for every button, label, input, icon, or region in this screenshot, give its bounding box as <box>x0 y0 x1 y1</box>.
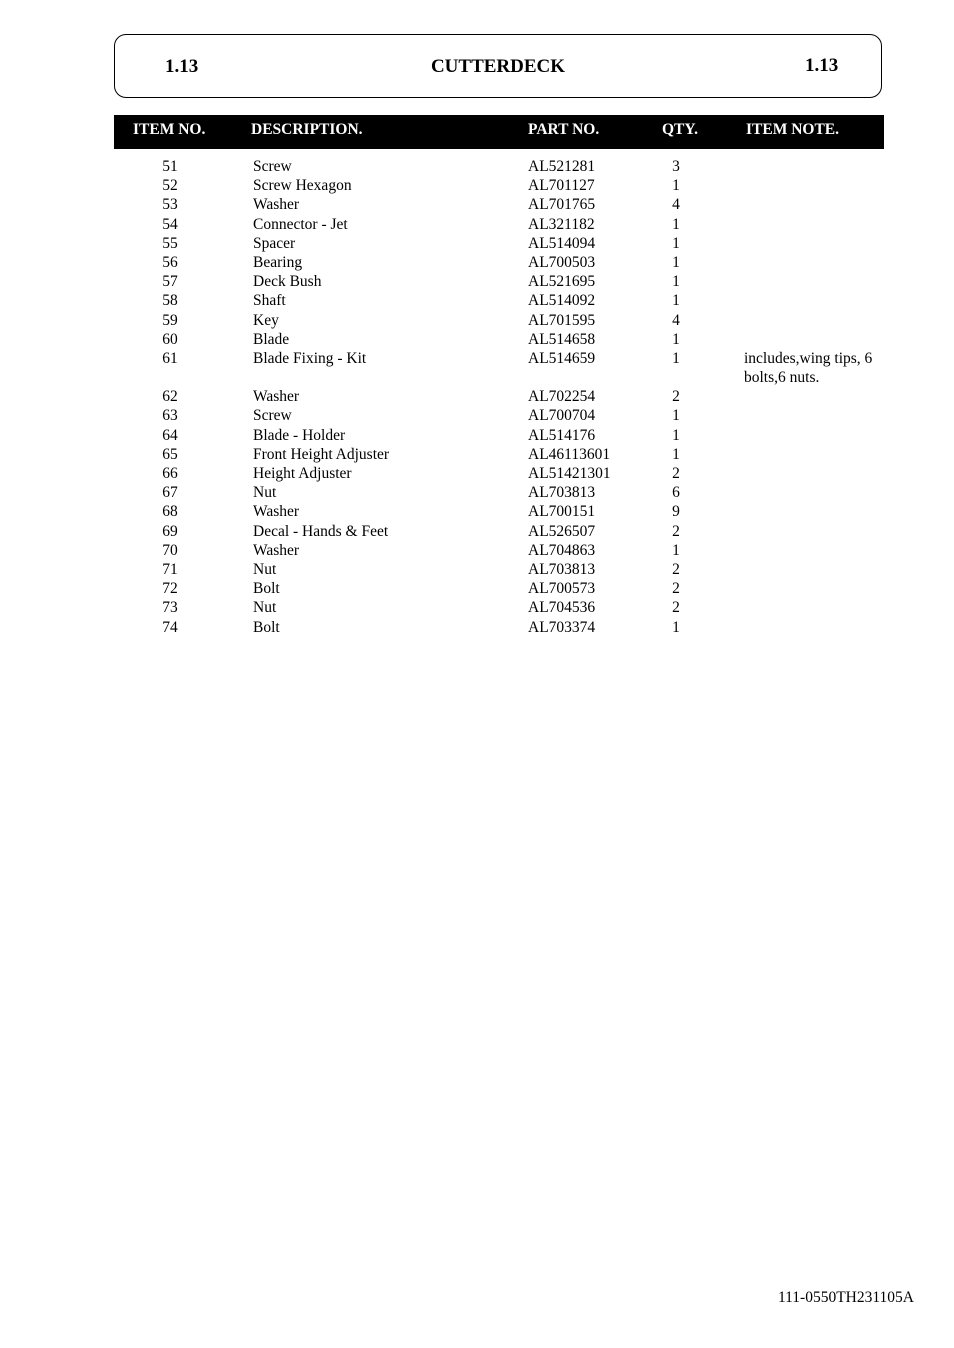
cell-qty: 1 <box>672 426 680 444</box>
cell-description: Washer <box>253 541 300 559</box>
cell-description: Height Adjuster <box>253 465 352 483</box>
cell-qty: 1 <box>672 330 680 348</box>
cell-part-no: AL703374 <box>528 618 596 636</box>
table-row <box>0 253 954 272</box>
parts-table-body <box>0 157 954 637</box>
cell-qty: 1 <box>672 253 680 271</box>
cell-part-no: AL521281 <box>528 158 596 175</box>
table-row <box>0 522 954 541</box>
cell-part-no: AL703813 <box>528 560 596 578</box>
table-row <box>0 541 954 560</box>
cell-item-no: 54 <box>162 215 178 233</box>
cell-qty: 4 <box>672 196 680 214</box>
cell-part-no: AL514658 <box>528 330 596 348</box>
cell-part-no: AL521695 <box>528 273 596 291</box>
column-header-qty: QTY. <box>662 121 699 138</box>
cell-part-no: AL700704 <box>528 407 596 425</box>
cell-part-no: AL704536 <box>528 599 596 617</box>
cell-description: Nut <box>253 599 277 617</box>
cell-item-no: 66 <box>162 465 178 483</box>
cell-description: Washer <box>253 388 300 406</box>
cell-item-no: 53 <box>162 196 178 214</box>
cell-part-no: AL51421301 <box>528 465 611 483</box>
cell-item-no: 61 <box>162 349 178 367</box>
cell-description: Nut <box>253 560 277 578</box>
cell-part-no: AL321182 <box>528 215 595 233</box>
column-header-description: DESCRIPTION. <box>251 121 363 138</box>
cell-item-no: 59 <box>162 311 178 329</box>
table-row <box>0 330 954 349</box>
table-row <box>0 464 954 483</box>
table-row <box>0 291 954 310</box>
table-row <box>0 579 954 598</box>
table-row <box>0 349 954 387</box>
cell-description: Screw Hexagon <box>253 177 352 195</box>
cell-description: Washer <box>253 503 300 521</box>
cell-description: Front Height Adjuster <box>253 445 390 463</box>
cell-part-no: AL514176 <box>528 426 596 444</box>
table-row <box>0 157 954 176</box>
cell-part-no: AL700151 <box>528 503 596 521</box>
table-row <box>0 234 954 253</box>
cell-item-no: 52 <box>162 177 178 195</box>
cell-part-no: AL514659 <box>528 349 596 367</box>
cell-description: Deck Bush <box>253 273 322 291</box>
cell-qty: 6 <box>672 484 680 502</box>
cell-description: Bolt <box>253 618 280 636</box>
cell-description: Blade - Holder <box>253 426 346 444</box>
cell-part-no: AL701595 <box>528 311 596 329</box>
table-row <box>0 598 954 617</box>
table-row <box>0 483 954 502</box>
cell-qty: 1 <box>672 177 680 195</box>
cell-part-no: AL701127 <box>528 177 595 195</box>
cell-item-no: 68 <box>162 503 178 521</box>
table-row <box>0 215 954 234</box>
cell-item-no: 69 <box>162 522 178 540</box>
table-row <box>0 560 954 579</box>
cell-description: Bearing <box>253 253 303 271</box>
cell-part-no: AL703813 <box>528 484 596 502</box>
table-header <box>114 115 884 149</box>
cell-item-no: 65 <box>162 445 178 463</box>
cell-description: Key <box>253 311 279 329</box>
cell-description: Bolt <box>253 580 280 598</box>
cell-qty: 9 <box>672 503 680 521</box>
document-code: 111-0550TH231105A <box>777 1289 914 1306</box>
cell-item-no: 72 <box>162 580 178 598</box>
cell-item-note: includes,wing tips, 6 bolts,6 nuts. <box>744 349 873 386</box>
cell-qty: 1 <box>672 215 680 233</box>
cell-description: Washer <box>253 196 300 214</box>
cell-part-no: AL46113601 <box>528 445 611 463</box>
table-row <box>0 445 954 464</box>
cell-qty: 3 <box>672 158 680 175</box>
cell-qty: 2 <box>672 560 680 578</box>
cell-item-no: 73 <box>162 599 178 617</box>
cell-description: Screw <box>253 407 292 425</box>
cell-part-no: AL702254 <box>528 388 596 406</box>
cell-qty: 4 <box>672 311 680 329</box>
cell-item-no: 63 <box>162 407 178 425</box>
page-title: CUTTERDECK <box>430 56 566 77</box>
cell-qty: 2 <box>672 388 680 406</box>
cell-qty: 2 <box>672 522 680 540</box>
cell-description: Nut <box>253 484 277 502</box>
cell-item-no: 64 <box>162 426 178 444</box>
cell-item-no: 58 <box>162 292 178 310</box>
cell-item-no: 71 <box>162 560 178 578</box>
table-row <box>0 426 954 445</box>
table-row <box>0 618 954 637</box>
table-row <box>0 311 954 330</box>
cell-part-no: AL700573 <box>528 580 596 598</box>
table-row <box>0 272 954 291</box>
column-header-item-no: ITEM NO. <box>133 121 206 138</box>
table-row <box>0 502 954 521</box>
cell-item-no: 57 <box>162 273 178 291</box>
cell-description: Blade <box>253 330 290 348</box>
cell-item-no: 56 <box>162 253 178 271</box>
cell-part-no: AL526507 <box>528 522 596 540</box>
cell-part-no: AL514092 <box>528 292 596 310</box>
cell-item-no: 55 <box>162 234 178 252</box>
table-row <box>0 176 954 195</box>
cell-qty: 1 <box>672 445 680 463</box>
cell-part-no: AL514094 <box>528 234 596 252</box>
table-row <box>0 195 954 214</box>
cell-qty: 1 <box>672 618 680 636</box>
cell-item-no: 67 <box>162 484 178 502</box>
cell-item-no: 70 <box>162 541 178 559</box>
table-row <box>0 387 954 406</box>
column-header-part-no: PART NO. <box>528 121 600 138</box>
cell-part-no: AL704863 <box>528 541 596 559</box>
section-number-right: 1.13 <box>805 55 839 76</box>
cell-part-no: AL700503 <box>528 253 596 271</box>
cell-item-no: 74 <box>162 618 178 636</box>
cell-item-no: 51 <box>162 158 178 175</box>
cell-qty: 1 <box>672 541 680 559</box>
cell-description: Decal - Hands & Feet <box>253 522 389 540</box>
cell-qty: 2 <box>672 599 680 617</box>
section-number-left: 1.13 <box>165 56 199 77</box>
cell-qty: 1 <box>672 349 680 367</box>
cell-part-no: AL701765 <box>528 196 596 214</box>
cell-qty: 1 <box>672 273 680 291</box>
column-header-item-note: ITEM NOTE. <box>746 121 840 138</box>
cell-qty: 1 <box>672 407 680 425</box>
cell-description: Connector - Jet <box>253 215 348 233</box>
cell-qty: 2 <box>672 580 680 598</box>
cell-item-no: 60 <box>162 330 178 348</box>
cell-item-no: 62 <box>162 388 178 406</box>
cell-description: Blade Fixing - Kit <box>253 349 367 367</box>
cell-qty: 2 <box>672 465 680 483</box>
cell-qty: 1 <box>672 234 680 252</box>
cell-qty: 1 <box>672 292 680 310</box>
cell-description: Screw <box>253 158 292 175</box>
cell-description: Shaft <box>253 292 286 310</box>
section-header-box <box>114 34 882 98</box>
cell-description: Spacer <box>253 234 296 252</box>
table-row <box>0 406 954 425</box>
